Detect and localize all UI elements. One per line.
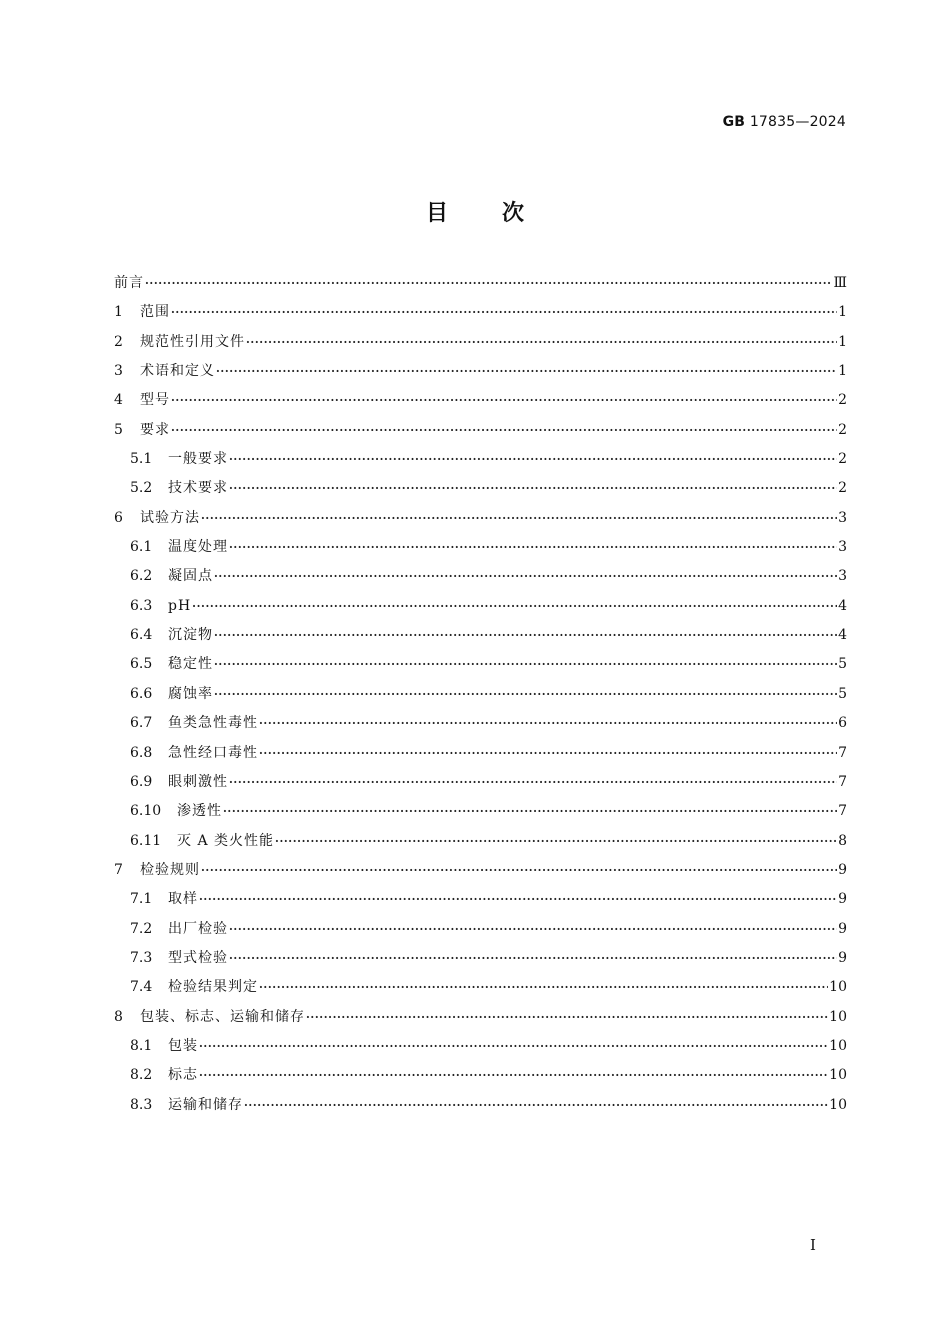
toc-entry-number: 6.6: [130, 685, 153, 702]
toc-entry-page: 10: [829, 1008, 847, 1025]
toc-dot-leader: [171, 416, 837, 445]
toc-entry-number: 8.1: [130, 1037, 153, 1054]
toc-entry-number: 6.5: [130, 656, 153, 673]
toc-dot-leader: [229, 768, 837, 797]
toc-dot-leader: [201, 856, 837, 885]
toc-dot-leader: [171, 298, 837, 327]
toc-entry-number: 7.4: [130, 979, 153, 996]
toc-entry[interactable]: [114, 1061, 847, 1090]
toc-entry-page: 9: [838, 861, 847, 878]
toc-entry-page: 8: [838, 832, 847, 849]
toc-entry-page: 1: [838, 304, 847, 321]
toc-entry-page: 7: [838, 744, 847, 761]
toc-entry[interactable]: [114, 621, 847, 650]
toc-entry-label: 沉淀物: [168, 627, 213, 644]
toc-entry-page: 2: [838, 392, 847, 409]
toc-entry-number: 6.8: [130, 744, 153, 761]
toc-entry-number: 6.1: [130, 539, 153, 556]
toc-dot-leader: [214, 621, 837, 650]
toc-entry-page: 10: [829, 1096, 847, 1113]
toc-dot-leader: [192, 592, 837, 621]
toc-entry-number: 6.4: [130, 627, 153, 644]
toc-entry[interactable]: [114, 709, 847, 738]
toc-entry-number: 6.10: [130, 803, 162, 820]
toc-entry[interactable]: [114, 474, 847, 503]
toc-entry[interactable]: [114, 298, 847, 327]
toc-entry-label: 包装: [168, 1037, 198, 1054]
toc-entry-label: 稳定性: [168, 656, 213, 673]
toc-entry-number: 7: [114, 861, 123, 878]
toc-entry-label: 运输和储存: [168, 1096, 243, 1113]
toc-entry-label: 型号: [140, 392, 170, 409]
toc-entry-number: 5.1: [130, 451, 153, 468]
toc-entry-page: 3: [838, 509, 847, 526]
footer-page-number: I: [810, 1236, 816, 1254]
toc-entry-number: 6.2: [130, 568, 153, 585]
toc-entry-page: 9: [838, 920, 847, 937]
table-of-contents: [114, 269, 847, 1120]
toc-entry-label: 鱼类急性毒性: [168, 715, 258, 732]
toc-dot-leader: [199, 1032, 828, 1061]
toc-dot-leader: [216, 357, 837, 386]
toc-entry[interactable]: [114, 1003, 847, 1032]
toc-entry-number: 6.11: [130, 832, 162, 849]
standard-number: 17835—2024: [749, 114, 846, 130]
toc-entry-label: 凝固点: [168, 568, 213, 585]
toc-entry-number: 6.7: [130, 715, 153, 732]
toc-dot-leader: [201, 504, 837, 533]
toc-entry[interactable]: [114, 650, 847, 679]
toc-dot-leader: [171, 386, 837, 415]
toc-entry-label: pH: [168, 597, 192, 614]
toc-entry-number: 2: [114, 333, 123, 350]
toc-entry-number: 6.9: [130, 773, 153, 790]
toc-dot-leader: [145, 269, 832, 298]
toc-entry-page: 5: [838, 685, 847, 702]
toc-entry-label: 术语和定义: [140, 363, 215, 380]
toc-entry-page: 1: [838, 333, 847, 350]
toc-entry-number: 8.3: [130, 1096, 153, 1113]
toc-entry-number: 1: [114, 304, 123, 321]
toc-entry-label: 技术要求: [168, 480, 228, 497]
toc-entry[interactable]: [114, 827, 847, 856]
toc-entry-number: 8.2: [130, 1067, 153, 1084]
toc-dot-leader: [214, 680, 837, 709]
toc-entry-number: 7.3: [130, 949, 153, 966]
toc-entry[interactable]: [114, 416, 847, 445]
toc-entry-page: Ⅲ: [833, 275, 847, 291]
toc-entry-number: 5: [114, 421, 123, 438]
toc-entry[interactable]: [114, 445, 847, 474]
toc-entry[interactable]: [114, 973, 847, 1002]
toc-entry[interactable]: [114, 680, 847, 709]
toc-entry-label: 型式检验: [168, 949, 228, 966]
toc-dot-leader: [229, 533, 837, 562]
toc-entry-page: 10: [829, 1067, 847, 1084]
toc-entry-page: 10: [829, 1037, 847, 1054]
toc-dot-leader: [214, 650, 837, 679]
toc-entry-page: 2: [838, 421, 847, 438]
toc-entry-page: 9: [838, 891, 847, 908]
toc-entry-number: 7.1: [130, 891, 153, 908]
toc-entry-page: 10: [829, 979, 847, 996]
toc-entry-label: 取样: [168, 891, 198, 908]
toc-dot-leader: [259, 973, 828, 1002]
toc-dot-leader: [214, 562, 837, 591]
toc-entry[interactable]: [114, 768, 847, 797]
toc-entry-page: 9: [838, 949, 847, 966]
toc-entry-page: 3: [838, 568, 847, 585]
toc-entry-label: 一般要求: [168, 451, 228, 468]
toc-entry-number: 5.2: [130, 480, 153, 497]
toc-dot-leader: [229, 474, 837, 503]
toc-dot-leader: [199, 1061, 828, 1090]
toc-dot-leader: [306, 1003, 828, 1032]
toc-entry-number: 6: [114, 509, 123, 526]
toc-entry-label: 温度处理: [168, 539, 228, 556]
toc-dot-leader: [246, 328, 837, 357]
toc-entry-number: 8: [114, 1008, 123, 1025]
toc-entry[interactable]: [114, 533, 847, 562]
toc-entry-number: 6.3: [130, 597, 153, 614]
toc-dot-leader: [223, 797, 837, 826]
toc-dot-leader: [229, 445, 837, 474]
toc-entry-label: 标志: [168, 1067, 198, 1084]
toc-entry[interactable]: [114, 1091, 847, 1120]
toc-entry-label: 要求: [140, 421, 170, 438]
toc-entry[interactable]: [114, 269, 847, 298]
toc-dot-leader: [275, 827, 837, 856]
toc-entry-label: 检验规则: [140, 861, 200, 878]
toc-entry[interactable]: [114, 797, 847, 826]
toc-dot-leader: [259, 709, 837, 738]
toc-dot-leader: [244, 1091, 828, 1120]
toc-dot-leader: [199, 885, 837, 914]
toc-entry-number: 7.2: [130, 920, 153, 937]
toc-entry-label: 急性经口毒性: [168, 744, 258, 761]
toc-dot-leader: [229, 915, 837, 944]
toc-entry[interactable]: [114, 357, 847, 386]
toc-entry[interactable]: [114, 504, 847, 533]
toc-entry[interactable]: [114, 386, 847, 415]
toc-entry-number: 4: [114, 392, 123, 409]
toc-entry[interactable]: [114, 856, 847, 885]
toc-entry-page: 3: [838, 539, 847, 556]
toc-entry-page: 7: [838, 803, 847, 820]
toc-entry[interactable]: [114, 1032, 847, 1061]
standard-prefix: GB: [722, 114, 746, 130]
toc-entry-label: 眼刺激性: [168, 773, 228, 790]
toc-entry-label: 检验结果判定: [168, 979, 258, 996]
toc-entry[interactable]: [114, 885, 847, 914]
toc-entry-label: 试验方法: [140, 509, 200, 526]
standard-code: [723, 114, 846, 130]
toc-entry[interactable]: [114, 562, 847, 591]
toc-entry-page: 4: [838, 597, 847, 614]
toc-entry-number: 3: [114, 363, 123, 380]
toc-entry-page: 5: [838, 656, 847, 673]
toc-entry[interactable]: [114, 944, 847, 973]
toc-entry-label: 包装、标志、运输和储存: [140, 1008, 305, 1025]
toc-entry[interactable]: [114, 592, 847, 621]
toc-entry-page: 6: [838, 715, 847, 732]
toc-entry-page: 2: [838, 451, 847, 468]
toc-entry-page: 1: [838, 363, 847, 380]
toc-entry[interactable]: [114, 739, 847, 768]
toc-entry[interactable]: [114, 915, 847, 944]
toc-dot-leader: [259, 739, 837, 768]
toc-entry-label: 前言: [114, 275, 144, 291]
toc-entry-label: 规范性引用文件: [140, 333, 245, 350]
toc-entry-label: 灭 A 类火性能: [177, 832, 275, 849]
toc-entry[interactable]: [114, 328, 847, 357]
toc-dot-leader: [229, 944, 837, 973]
toc-entry-label: 渗透性: [177, 803, 222, 820]
toc-title: 目次: [425, 201, 578, 226]
toc-entry-page: 2: [838, 480, 847, 497]
toc-entry-label: 范围: [140, 304, 170, 321]
toc-entry-page: 7: [838, 773, 847, 790]
toc-entry-label: 腐蚀率: [168, 685, 213, 702]
toc-entry-page: 4: [838, 627, 847, 644]
toc-entry-label: 出厂检验: [168, 920, 228, 937]
